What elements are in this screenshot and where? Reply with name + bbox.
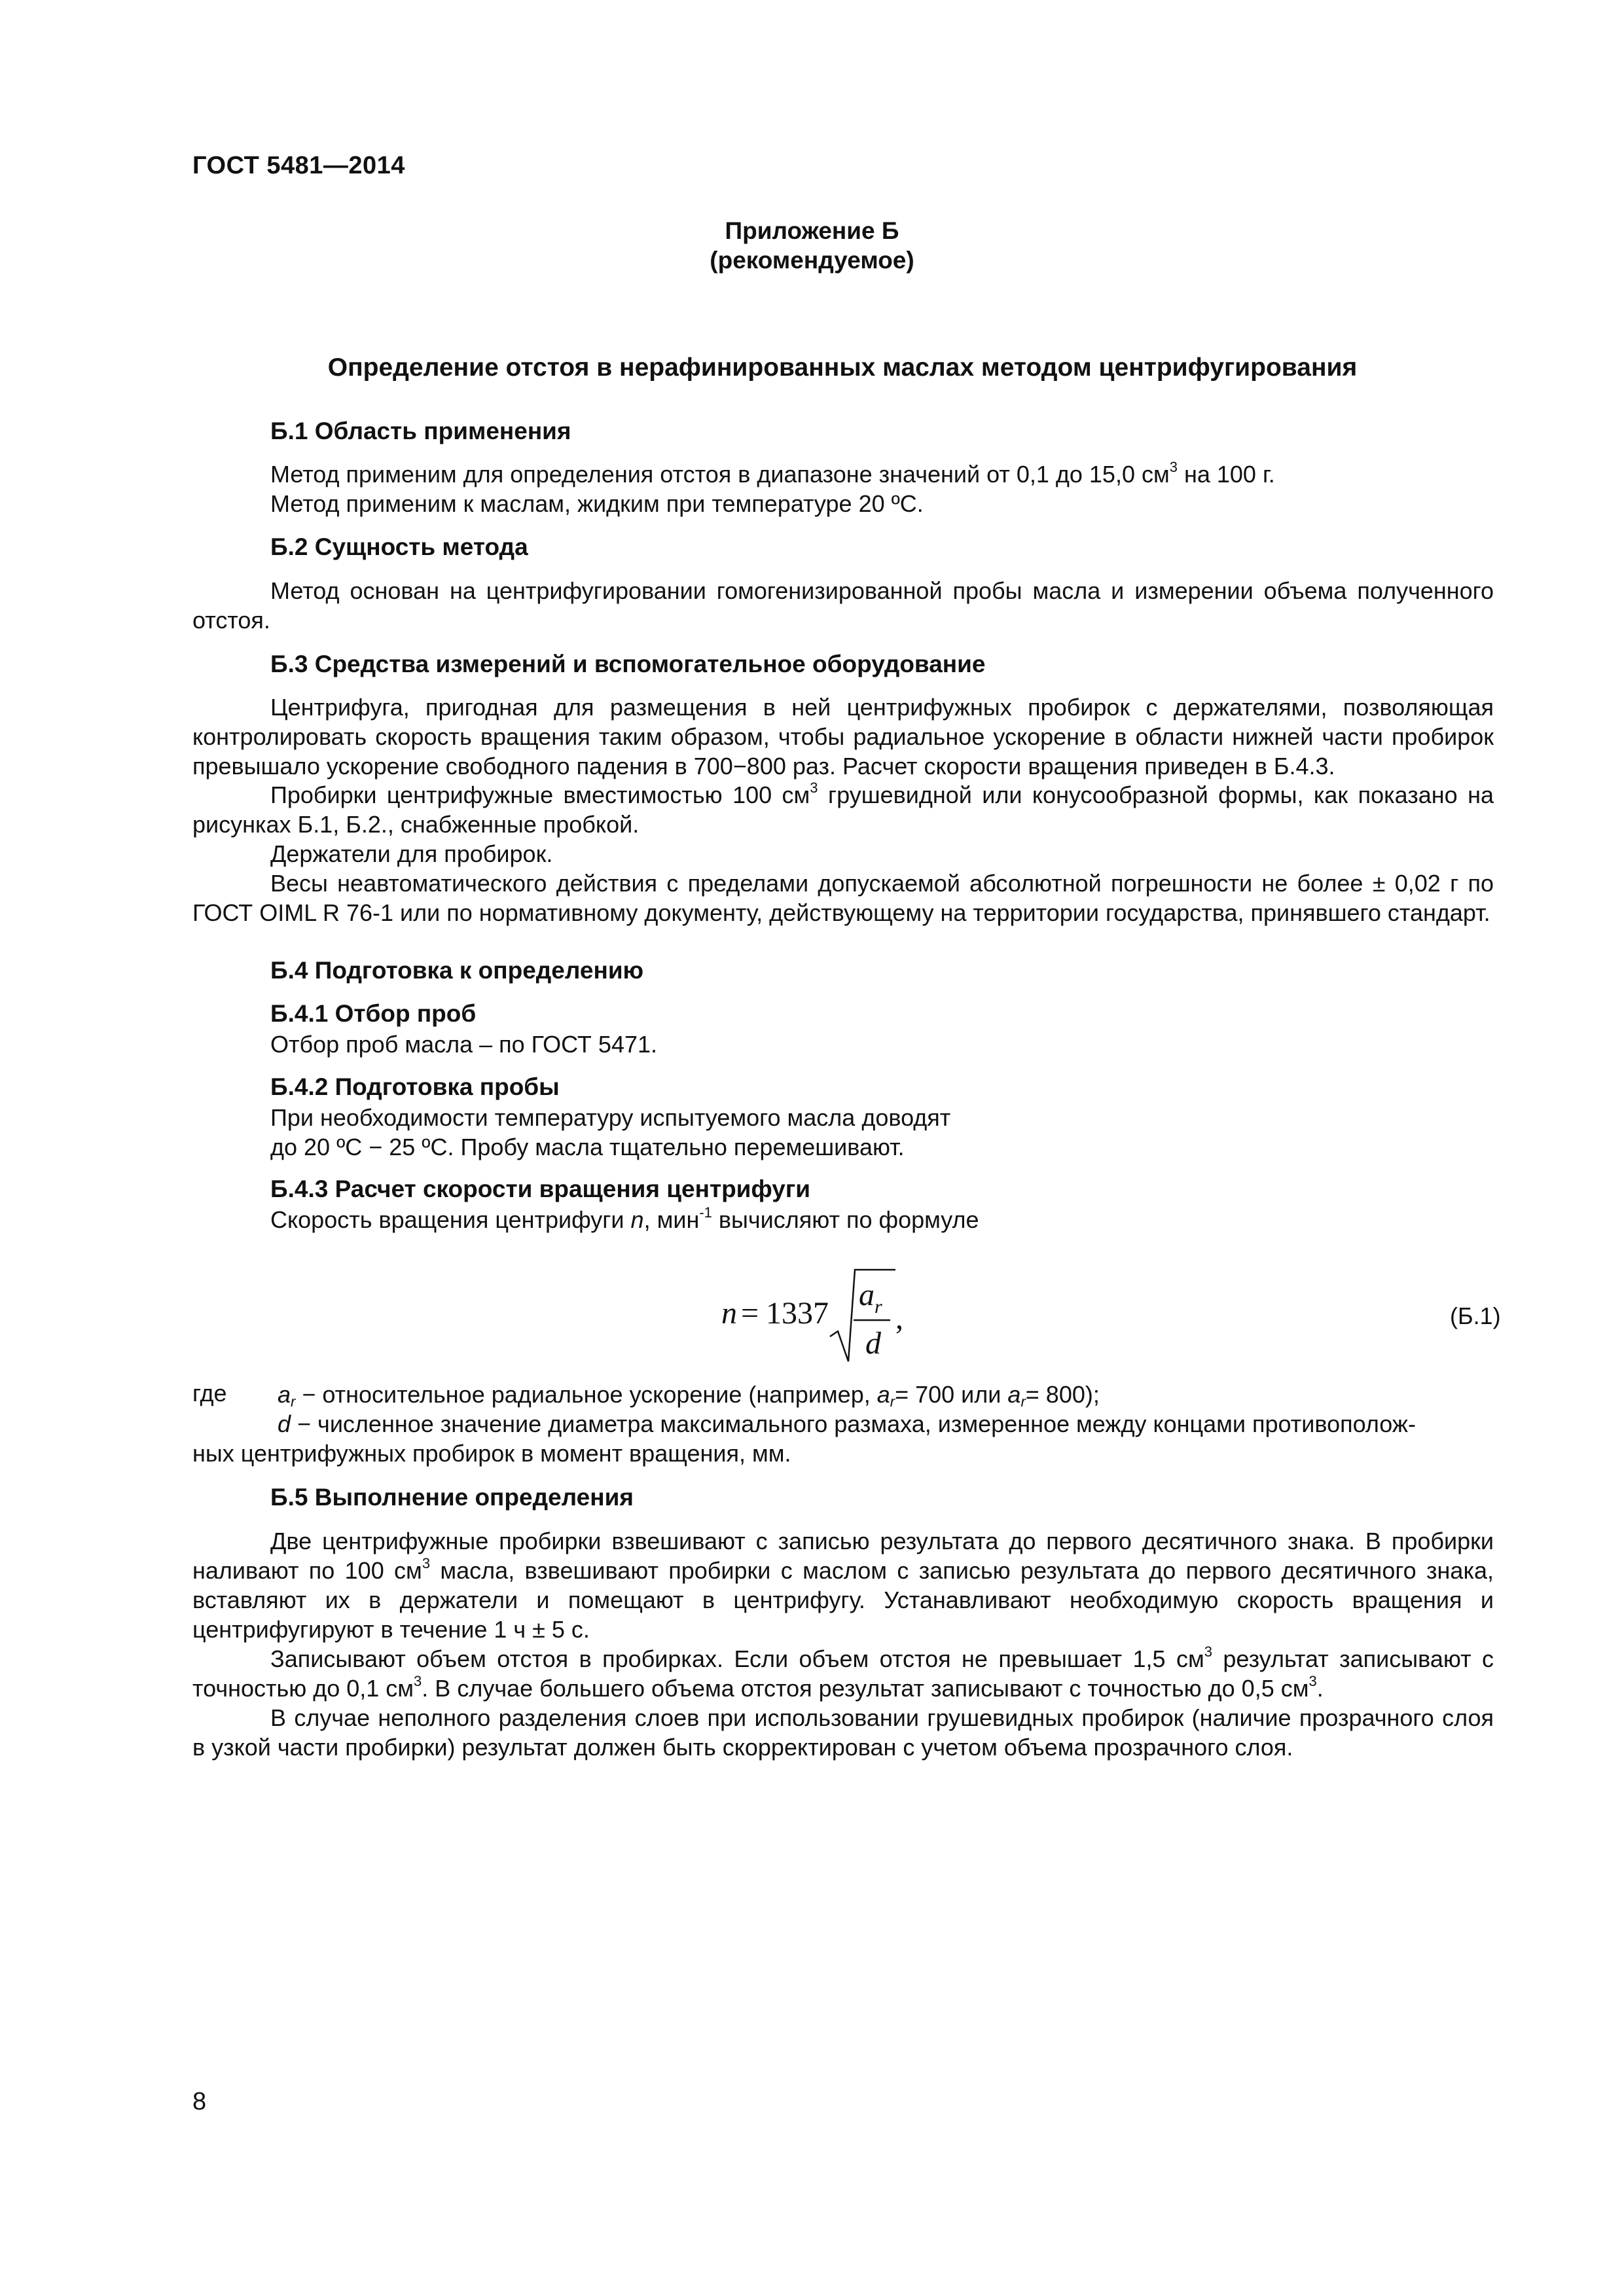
- section-b41-heading: Б.4.1 Отбор проб: [270, 1000, 477, 1027]
- formula-numerator-subscript: r: [875, 1296, 882, 1318]
- section-b3-paragraph-4: Весы неавтоматического действия с пределами допускаемой абсолютной погрешности не более ± 0,02 г по ГОСТ OIML R 76-1 или по нормативному документу, действующему на территории государства, принявшего стандарт.: [192, 870, 1494, 926]
- section-b5-heading: Б.5 Выполнение определения: [270, 1484, 634, 1511]
- section-b5-paragraph-3: В случае неполного разделения слоев при использовании грушевидных пробирок (наличие прозрачного слоя в узкой части пробирки) результат должен быть скорректирован с учетом объема прозрачного слоя.: [192, 1704, 1494, 1761]
- section-b3-heading: Б.3 Средства измерений и вспомогательное оборудование: [270, 651, 986, 677]
- section-b4-heading: Б.4 Подготовка к определению: [270, 957, 644, 984]
- formula-equals: =: [741, 1296, 759, 1331]
- section-b43-heading: Б.4.3 Расчет скорости вращения центрифуги: [270, 1175, 811, 1202]
- appendix-subtitle: (рекомендуемое): [710, 247, 914, 274]
- main-title: Определение отстоя в нерафинированных маслах методом центрифугирования: [327, 353, 1358, 382]
- section-b42-heading: Б.4.2 Подготовка пробы: [270, 1073, 560, 1100]
- section-b3-paragraph-1: Центрифуга, пригодная для размещения в ней центрифужных пробирок с держателями, позволяющая контролировать скорость вращения таким образом, чтобы радиальное ускорение в области нижней части пробирок превышало ускорение свободного падения в 700−800 раз. Расчет скорости вращения приведен в Б.4.3.: [192, 694, 1494, 780]
- formula-lhs: n: [721, 1296, 737, 1331]
- formula-coefficient: 1337: [766, 1296, 829, 1331]
- section-b1-paragraph-1: Метод применим для определения отстоя в диапазоне значений от 0,1 до 15,0 $см^3$ на 100 г.: [270, 459, 1275, 488]
- where-label: где: [192, 1380, 227, 1407]
- formula-number: (Б.1): [1450, 1302, 1501, 1329]
- formula-numerator: a: [859, 1278, 875, 1312]
- section-b1-paragraph-2: Метод применим к маслам, жидким при температуре 20 ºС.: [270, 490, 924, 517]
- section-b42-line-1: При необходимости температуру испытуемого масла доводят: [270, 1104, 951, 1131]
- section-b5-paragraph-1: Две центрифужные пробирки взвешивают с записью результата до первого десятичного знака. В пробирки наливают по 100 $см^3$ масла, взвешивают пробирки с маслом с записью результата до первого десятичного знака, вставляют их в держатели и помещают в центрифугу. Устанавливают необходимую скорость вращения и центрифугируют в течение 1 ч ± 5 с.: [192, 1528, 1494, 1643]
- section-b1-heading: Б.1 Область применения: [270, 418, 571, 444]
- formula-comma: ,: [895, 1301, 903, 1336]
- document-header: ГОСТ 5481—2014: [192, 152, 405, 179]
- section-b42-line-2: до 20 ºС − 25 ºС. Пробу масла тщательно перемешивают.: [270, 1134, 905, 1160]
- formula-b1: [720, 1263, 956, 1374]
- where-ar-line: $a_r$ − относительное радиальное ускорение (например, $a_r= 700$ или $a_r= 800$);: [278, 1381, 1100, 1410]
- appendix-title: Приложение Б: [725, 217, 899, 244]
- section-b43-text: Скорость вращения центрифуги n, мин$^{-1}$ вычисляют по формуле: [270, 1204, 979, 1233]
- where-d-line-2: ных центрифужных пробирок в момент вращения, мм.: [192, 1440, 791, 1467]
- page-number: 8: [192, 2088, 207, 2115]
- section-b2-paragraph-1: Метод основан на центрифугировании гомогенизированной пробы масла и измерении объема полученного отстоя.: [192, 577, 1494, 634]
- section-b5-paragraph-2: Записывают объем отстоя в пробирках. Если объем отстоя не превышает 1,5 $см^3$ результат записывают с точностью до 0,1 $см^3$. В случае большего объема отстоя результат записывают с точностью до 0,5 $см^3$.: [192, 1643, 1494, 1702]
- formula-denominator: d: [865, 1326, 881, 1361]
- where-d-line: d − численное значение диаметра максимального размаха, измеренное между концами противополож-: [278, 1410, 1416, 1437]
- section-b3-paragraph-3: Держатели для пробирок.: [270, 840, 553, 867]
- section-b2-heading: Б.2 Сущность метода: [270, 533, 528, 560]
- section-b3-paragraph-2: Пробирки центрифужные вместимостью 100 $см^3$ грушевидной или конусообразной формы, как показано на рисунках Б.1, Б.2., снабженные пробкой.: [192, 780, 1494, 838]
- section-b41-text: Отбор проб масла – по ГОСТ 5471.: [270, 1031, 658, 1058]
